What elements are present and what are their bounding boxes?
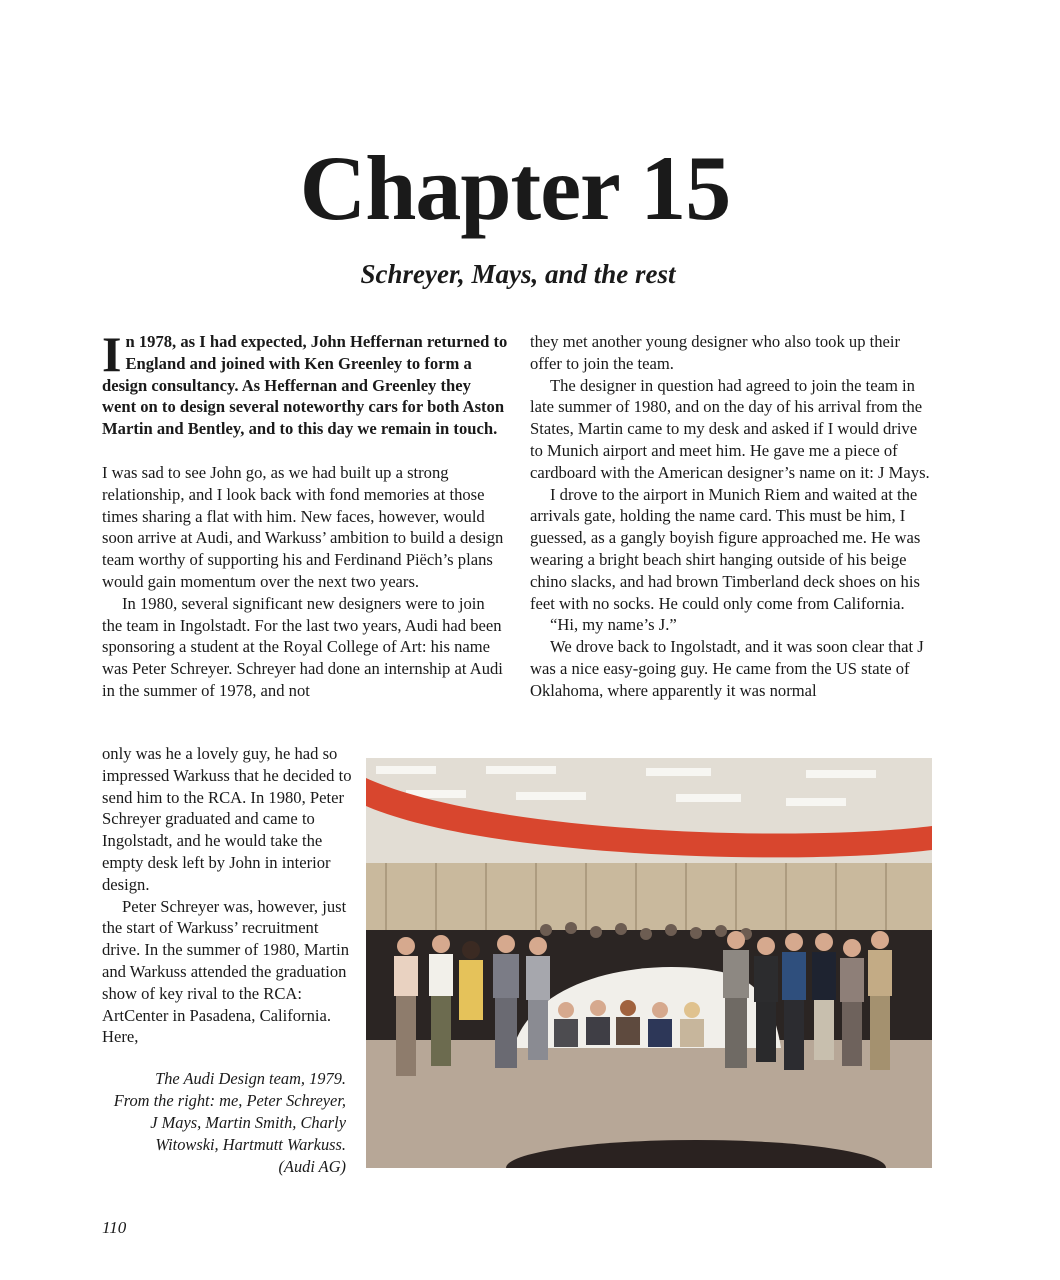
team-photo xyxy=(366,758,932,1168)
caption-credit: (Audi AG) xyxy=(278,1157,346,1176)
left-column xyxy=(102,326,508,702)
right-column xyxy=(530,331,932,702)
caption-line: J Mays, Martin Smith, Charly xyxy=(150,1113,346,1132)
body-paragraph: The designer in question had agreed to join the team in late summer of 1980, and on the day of his arrival from the States, Martin came to my desk and asked if I would drive to Munich airport and meet him. He gave me a piece of cardboard with the American designer’s name on it: J Mays. xyxy=(530,375,930,482)
intro-paragraph xyxy=(102,326,508,440)
body-paragraph: only was he a lovely guy, he had so impressed Warkuss that he decided to send him to the RCA. In 1980, Peter Schreyer graduated and came to Ingolstadt, and he would take the empty desk left by John in interior design. xyxy=(102,744,352,894)
body-paragraph: I drove to the airport in Munich Riem and waited at the arrivals gate, holding the name card. This must be him, I guessed, as a gangly boyish figure approached me. He was wearing a bright beach shirt hanging outside of his beige chino slacks, and had brown Timberland deck shoes on his feet with no socks. He could only come from California. xyxy=(530,484,921,613)
body-paragraph: they met another young designer who also took up their offer to join the team. xyxy=(530,332,901,373)
caption-line: The Audi Design team, 1979. xyxy=(155,1069,346,1088)
body-paragraph: “Hi, my name’s J.” xyxy=(550,615,677,635)
body-paragraph: We drove back to Ingolstadt, and it was soon clear that J was a nice easy-going guy. He came from the US state of Oklahoma, where apparently it was normal xyxy=(530,637,924,700)
chapter-title: Chapter 15 xyxy=(299,137,731,239)
team-photo-illustration xyxy=(366,758,932,1168)
drop-cap: I xyxy=(102,326,122,382)
body-paragraph: I was sad to see John go, as we had built up a strong relationship, and I look back with fond memories at those times sharing a flat with him. New faces, however, would soon arrive at Audi, and Warkuss’ ambition to build a design team worthy of supporting his and Ferdinand Piëch’s plans would gain momentum over the next two years. xyxy=(102,462,504,591)
caption-line: From the right: me, Peter Schreyer, xyxy=(113,1091,346,1110)
narrow-column xyxy=(102,743,360,1048)
page-number: 110 xyxy=(102,1218,127,1237)
body-paragraph: In 1980, several significant new designers were to join the team in Ingolstadt. For the last two years, Audi had been sponsoring a student at the Royal College of Art: his name was Peter Schreyer. Schreyer had done an internship at Audi in the summer of 1978, and not xyxy=(102,593,503,700)
chapter-subtitle: Schreyer, Mays, and the rest xyxy=(360,259,676,289)
photo-caption xyxy=(102,1068,346,1178)
intro-text: n 1978, as I had expected, John Heffernan returned to England and joined with Ken Greenley to form a design consultancy. As Heffernan and Greenley they went on to design several noteworthy cars for both Aston Martin and Bentley, and to this day we remain in touch. xyxy=(102,332,508,439)
body-paragraph: Peter Schreyer was, however, just the start of Warkuss’ recruitment drive. In the summer of 1980, Martin and Warkuss attended the graduation show of key rival to the RCA: ArtCenter in Pasadena, California. Here, xyxy=(102,896,350,1047)
caption-line: Witowski, Hartmutt Warkuss. xyxy=(155,1135,346,1154)
